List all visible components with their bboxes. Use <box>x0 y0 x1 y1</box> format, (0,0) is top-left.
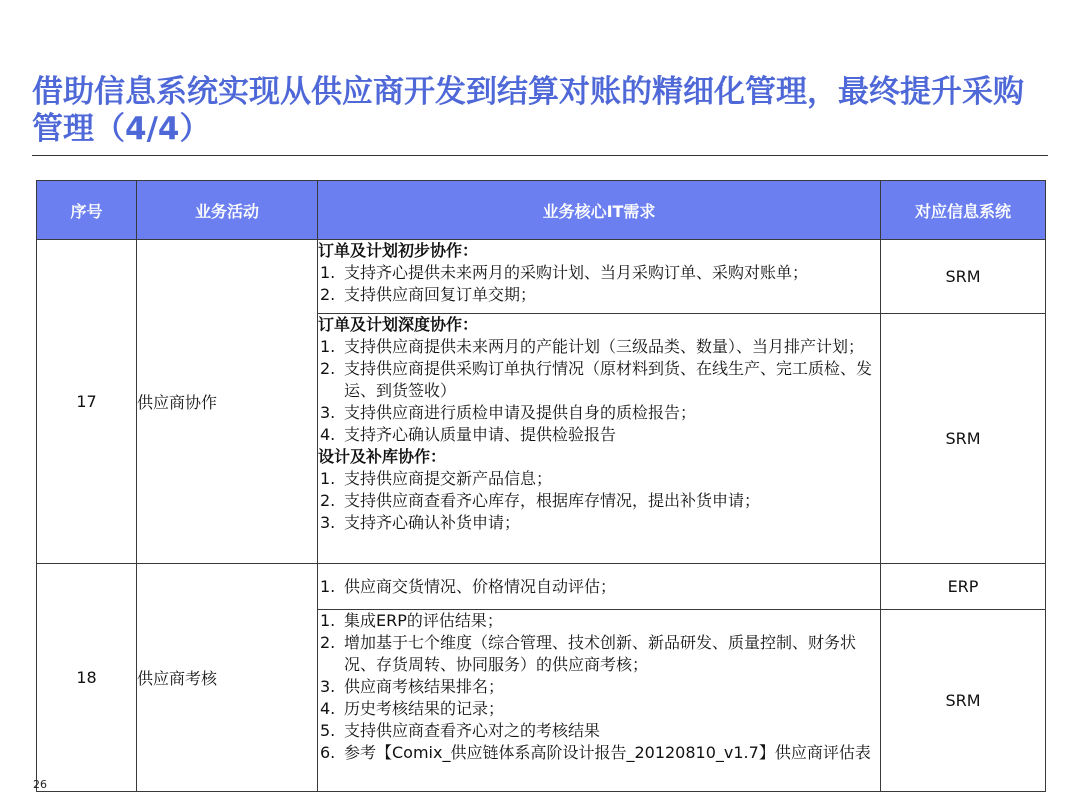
list-item: 3. 支持齐心确认补货申请； <box>320 513 521 532</box>
list-item: 1. 供应商交货情况、价格情况自动评估； <box>320 576 617 596</box>
system-cell: SRM <box>881 240 1046 314</box>
requirement-list <box>318 610 880 764</box>
list-item: 1. 集成ERP的评估结果； <box>320 611 503 630</box>
system-cell: ERP <box>881 564 1046 610</box>
list-item: 2. 支持供应商回复订单交期； <box>320 285 537 304</box>
requirement-list <box>318 262 880 306</box>
business-activity: 供应商协作 <box>137 240 318 564</box>
table-header-row <box>37 181 1046 240</box>
system-cell: SRM <box>881 314 1046 564</box>
list-item: 6. 参考【Comix_供应链体系高阶设计报告_20120810_v1.7】供应商评估表 <box>320 743 871 762</box>
requirement-list <box>318 468 880 534</box>
list-item: 1. 支持齐心提供未来两月的采购计划、当月采购订单、采购对账单； <box>320 263 809 282</box>
requirements-table <box>36 180 1046 792</box>
system-cell: SRM <box>881 610 1046 792</box>
table-row <box>37 564 1046 610</box>
title-divider <box>32 155 1048 156</box>
table-row <box>37 240 1046 314</box>
header-activity: 业务活动 <box>137 181 318 240</box>
requirement-list <box>318 336 880 446</box>
slide-title: 借助信息系统实现从供应商开发到结算对账的精细化管理，最终提升采购管理（4/4） <box>32 74 1024 147</box>
list-item: 2. 支持供应商提供采购订单执行情况（原材料到货、在线生产、完工质检、发运、到货签收） <box>320 359 873 400</box>
section-heading: 设计及补库协作： <box>318 447 447 466</box>
list-item: 5. 支持供应商查看齐心对之的考核结果 <box>320 721 601 740</box>
header-system: 对应信息系统 <box>881 181 1046 240</box>
list-item: 2. 增加基于七个维度（综合管理、技术创新、新品研发、质量控制、财务状况、存货周转、协同服务）的供应商考核； <box>320 633 857 674</box>
section-heading: 订单及计划初步协作： <box>318 241 479 260</box>
page-number: 26 <box>33 778 47 791</box>
requirement-list <box>318 576 880 598</box>
requirement-cell <box>318 240 881 314</box>
list-item: 1. 支持供应商提交新产品信息； <box>320 469 553 488</box>
list-item: 4. 历史考核结果的记录； <box>320 699 505 718</box>
requirement-cell <box>318 314 881 564</box>
header-no: 序号 <box>37 181 137 240</box>
list-item: 4. 支持齐心确认质量申请、提供检验报告 <box>320 425 617 444</box>
business-activity: 供应商考核 <box>137 564 318 792</box>
section-heading: 订单及计划深度协作： <box>318 315 479 334</box>
header-requirements: 业务核心IT需求 <box>318 181 881 240</box>
list-item: 1. 支持供应商提供未来两月的产能计划（三级品类、数量）、当月排产计划； <box>320 337 865 356</box>
list-item: 2. 支持供应商查看齐心库存，根据库存情况，提出补货申请； <box>320 491 761 510</box>
list-item: 3. 支持供应商进行质检申请及提供自身的质检报告； <box>320 403 697 422</box>
row-number: 17 <box>37 240 137 564</box>
requirement-cell <box>318 610 881 792</box>
requirement-cell <box>318 564 881 610</box>
row-number: 18 <box>37 564 137 792</box>
list-item: 3. 供应商考核结果排名； <box>320 677 505 696</box>
